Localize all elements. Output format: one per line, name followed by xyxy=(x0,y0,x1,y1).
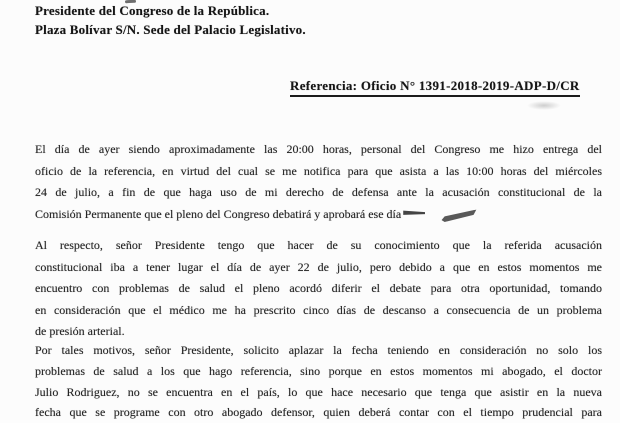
text-line xyxy=(35,204,602,226)
text-line-text: Comisión Permanente que el pleno del Congreso debatirá y aprobará ese día xyxy=(35,206,402,221)
recipient-line-2: Plaza Bolívar S/N. Sede del Palacio Legislativo. xyxy=(35,22,306,37)
text-line: encuentro con problemas de salud el pleno acordó diferir el debate para otra oportunidad, tomando xyxy=(35,281,602,295)
paragraph-1 xyxy=(35,139,602,225)
text-line: fecha que se programe con otro abogado defensor, quien deberá contar con el tiempo prudencial para xyxy=(35,405,602,420)
text-line: Julio Rodriguez, no se encuentra en el país, lo que hace necesario que tenga que asistir en la nueva xyxy=(35,384,602,399)
text-line: 24 de julio, a fin de que haga uso de mi derecho de defensa ante la acusación constitucional de la xyxy=(35,185,602,199)
text-line: problemas de salud a los que hago referencia, sino porque en estos momentos mi abogado, el doctor xyxy=(35,363,602,378)
paragraph-2 xyxy=(35,235,602,343)
ink-smudge xyxy=(527,101,561,110)
text-line: en consideración que el médico me ha prescrito cinco días de descanso a consecuencia de un problema xyxy=(35,302,602,317)
text-line: oficio de la referencia, en virtud del cual se me notifica para que asista a las 10:00 horas del miércoles xyxy=(35,163,602,178)
text-line: Por tales motivos, señor Presidente, solicito aplazar la fecha teniendo en consideración no solo los xyxy=(35,343,602,357)
text-line: constitucional iba a tener lugar el día de ayer 22 de julio, pero debido a que en estos momentos me xyxy=(35,259,602,274)
text-line: de presión arterial. xyxy=(35,324,125,338)
recipient-line-1: Presidente del Congreso de la República. xyxy=(35,3,270,18)
paragraph-3 xyxy=(35,340,602,423)
reference-line: Referencia: Oficio N° 1391-2018-2019-ADP-D/CR xyxy=(290,78,580,97)
pen-mark-icon xyxy=(403,210,425,216)
text-line: El día de ayer siendo aproximadamente las 20:00 horas, personal del Congreso me hizo entrega del xyxy=(35,142,602,156)
pen-dash-icon xyxy=(441,209,478,222)
text-line: Al respecto, señor Presidente tengo que hacer de su conocimiento que la referida acusación xyxy=(35,238,602,252)
recipient-address xyxy=(35,1,306,39)
